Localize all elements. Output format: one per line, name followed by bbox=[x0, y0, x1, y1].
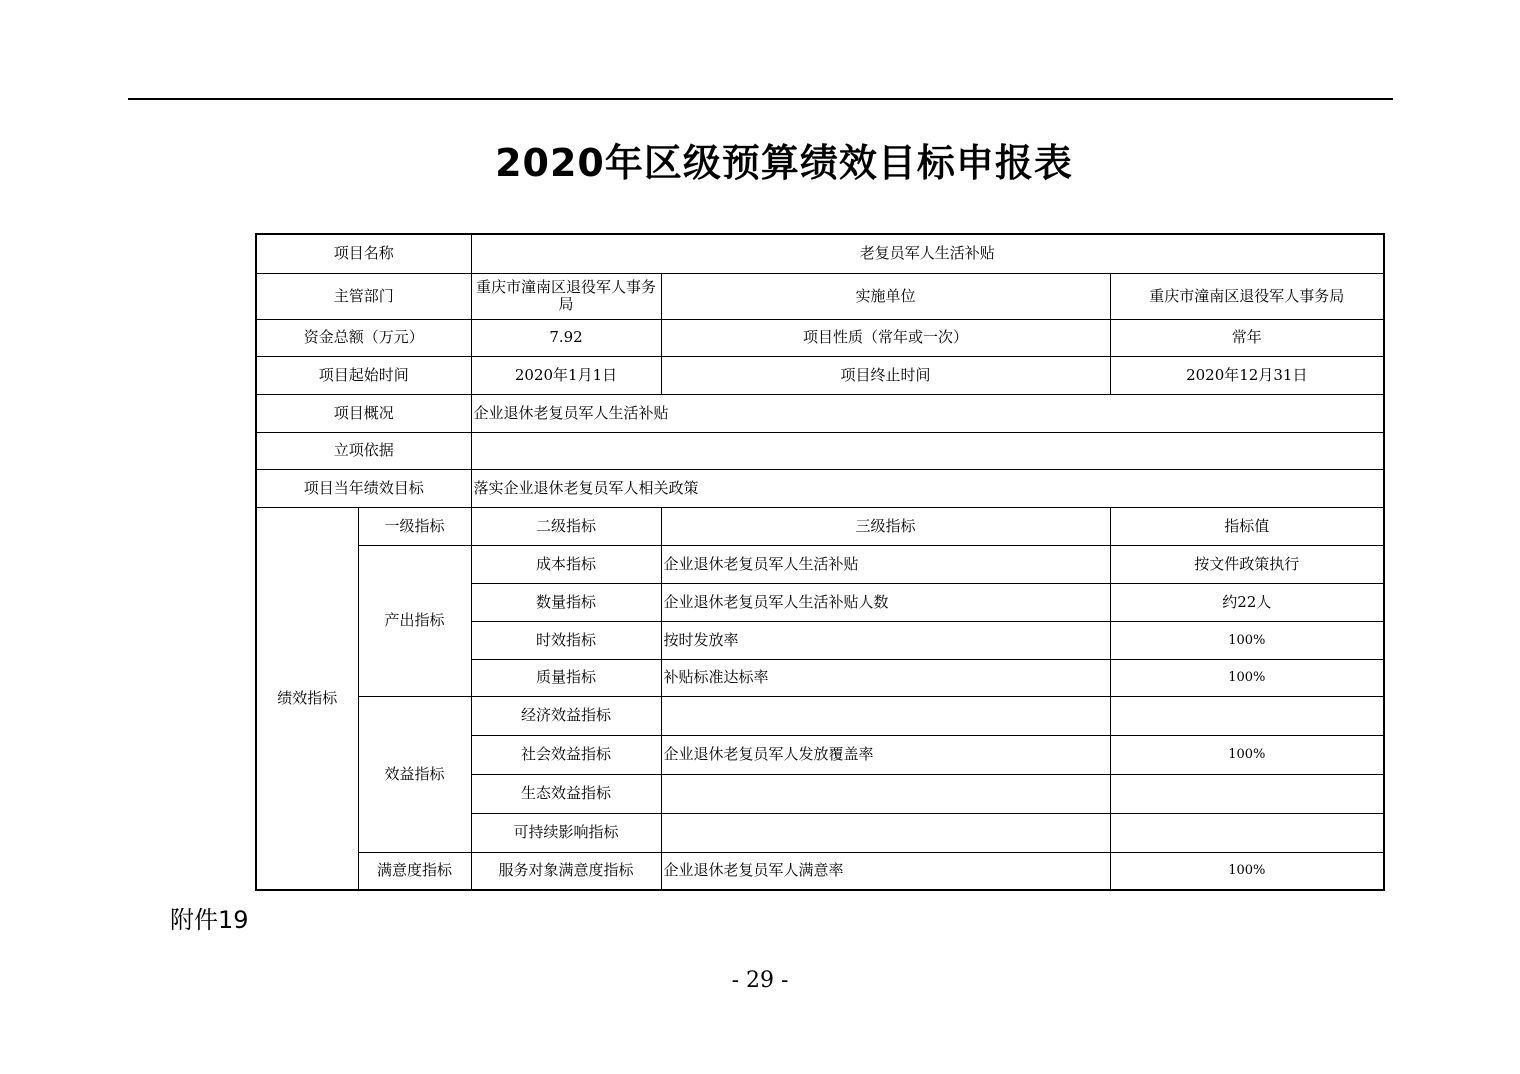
level2-cell: 成本指标 bbox=[471, 545, 661, 583]
level2-cell: 社会效益指标 bbox=[471, 735, 661, 774]
impl-value: 重庆市潼南区退役军人事务局 bbox=[1110, 273, 1384, 319]
level1-satisfaction: 满意度指标 bbox=[358, 852, 471, 890]
level3-cell: 企业退休老复员军人满意率 bbox=[661, 852, 1110, 890]
level2-cell: 数量指标 bbox=[471, 583, 661, 621]
page-number: - 29 - bbox=[731, 968, 789, 993]
end-label: 项目终止时间 bbox=[661, 356, 1110, 394]
value-cell bbox=[1110, 774, 1384, 813]
value-cell: 100% bbox=[1110, 621, 1384, 659]
row-department bbox=[256, 273, 1384, 319]
dept-value: 重庆市潼南区退役军人事务局 bbox=[471, 273, 661, 319]
dept-label: 主管部门 bbox=[256, 273, 471, 319]
table-row bbox=[256, 545, 1384, 583]
project-name-value: 老复员军人生活补贴 bbox=[471, 234, 1384, 273]
value-cell bbox=[1110, 813, 1384, 852]
level2-cell: 时效指标 bbox=[471, 621, 661, 659]
table-row bbox=[256, 852, 1384, 890]
header-level2: 二级指标 bbox=[471, 507, 661, 545]
nature-value: 常年 bbox=[1110, 319, 1384, 356]
indicators-section-label: 绩效指标 bbox=[256, 507, 358, 890]
row-indicator-header bbox=[256, 507, 1384, 545]
overview-label: 项目概况 bbox=[256, 394, 471, 432]
fund-value: 7.92 bbox=[471, 319, 661, 356]
value-cell: 100% bbox=[1110, 659, 1384, 696]
value-cell: 100% bbox=[1110, 852, 1384, 890]
header-level3: 三级指标 bbox=[661, 507, 1110, 545]
start-label: 项目起始时间 bbox=[256, 356, 471, 394]
value-cell: 按文件政策执行 bbox=[1110, 545, 1384, 583]
basis-label: 立项依据 bbox=[256, 432, 471, 469]
level2-cell: 经济效益指标 bbox=[471, 696, 661, 735]
level3-cell: 按时发放率 bbox=[661, 621, 1110, 659]
attachment-label: 附件19 bbox=[170, 906, 249, 934]
level2-cell: 生态效益指标 bbox=[471, 774, 661, 813]
level3-cell: 企业退休老复员军人生活补贴人数 bbox=[661, 583, 1110, 621]
level2-cell: 质量指标 bbox=[471, 659, 661, 696]
row-basis bbox=[256, 432, 1384, 469]
basis-value bbox=[471, 432, 1384, 469]
goal-value: 落实企业退休老复员军人相关政策 bbox=[471, 469, 1384, 507]
fund-label: 资金总额（万元） bbox=[256, 319, 471, 356]
row-project-name bbox=[256, 234, 1384, 273]
level3-cell: 补贴标准达标率 bbox=[661, 659, 1110, 696]
row-overview bbox=[256, 394, 1384, 432]
level3-cell: 企业退休老复员军人生活补贴 bbox=[661, 545, 1110, 583]
row-fund bbox=[256, 319, 1384, 356]
end-value: 2020年12月31日 bbox=[1110, 356, 1384, 394]
level2-cell: 服务对象满意度指标 bbox=[471, 852, 661, 890]
header-value: 指标值 bbox=[1110, 507, 1384, 545]
level1-benefit: 效益指标 bbox=[358, 696, 471, 852]
value-cell: 约22人 bbox=[1110, 583, 1384, 621]
table-row bbox=[256, 696, 1384, 735]
nature-label: 项目性质（常年或一次） bbox=[661, 319, 1110, 356]
level3-cell bbox=[661, 774, 1110, 813]
header-level1: 一级指标 bbox=[358, 507, 471, 545]
overview-value: 企业退休老复员军人生活补贴 bbox=[471, 394, 1384, 432]
project-name-label: 项目名称 bbox=[256, 234, 471, 273]
row-goal bbox=[256, 469, 1384, 507]
row-dates bbox=[256, 356, 1384, 394]
value-cell: 100% bbox=[1110, 735, 1384, 774]
level3-cell bbox=[661, 696, 1110, 735]
level3-cell bbox=[661, 813, 1110, 852]
goal-label: 项目当年绩效目标 bbox=[256, 469, 471, 507]
top-rule bbox=[128, 98, 1393, 100]
page-title: 2020年区级预算绩效目标申报表 bbox=[495, 141, 1073, 185]
level3-cell: 企业退休老复员军人发放覆盖率 bbox=[661, 735, 1110, 774]
performance-target-table bbox=[255, 233, 1385, 891]
start-value: 2020年1月1日 bbox=[471, 356, 661, 394]
level2-cell: 可持续影响指标 bbox=[471, 813, 661, 852]
value-cell bbox=[1110, 696, 1384, 735]
impl-label: 实施单位 bbox=[661, 273, 1110, 319]
level1-output: 产出指标 bbox=[358, 545, 471, 696]
